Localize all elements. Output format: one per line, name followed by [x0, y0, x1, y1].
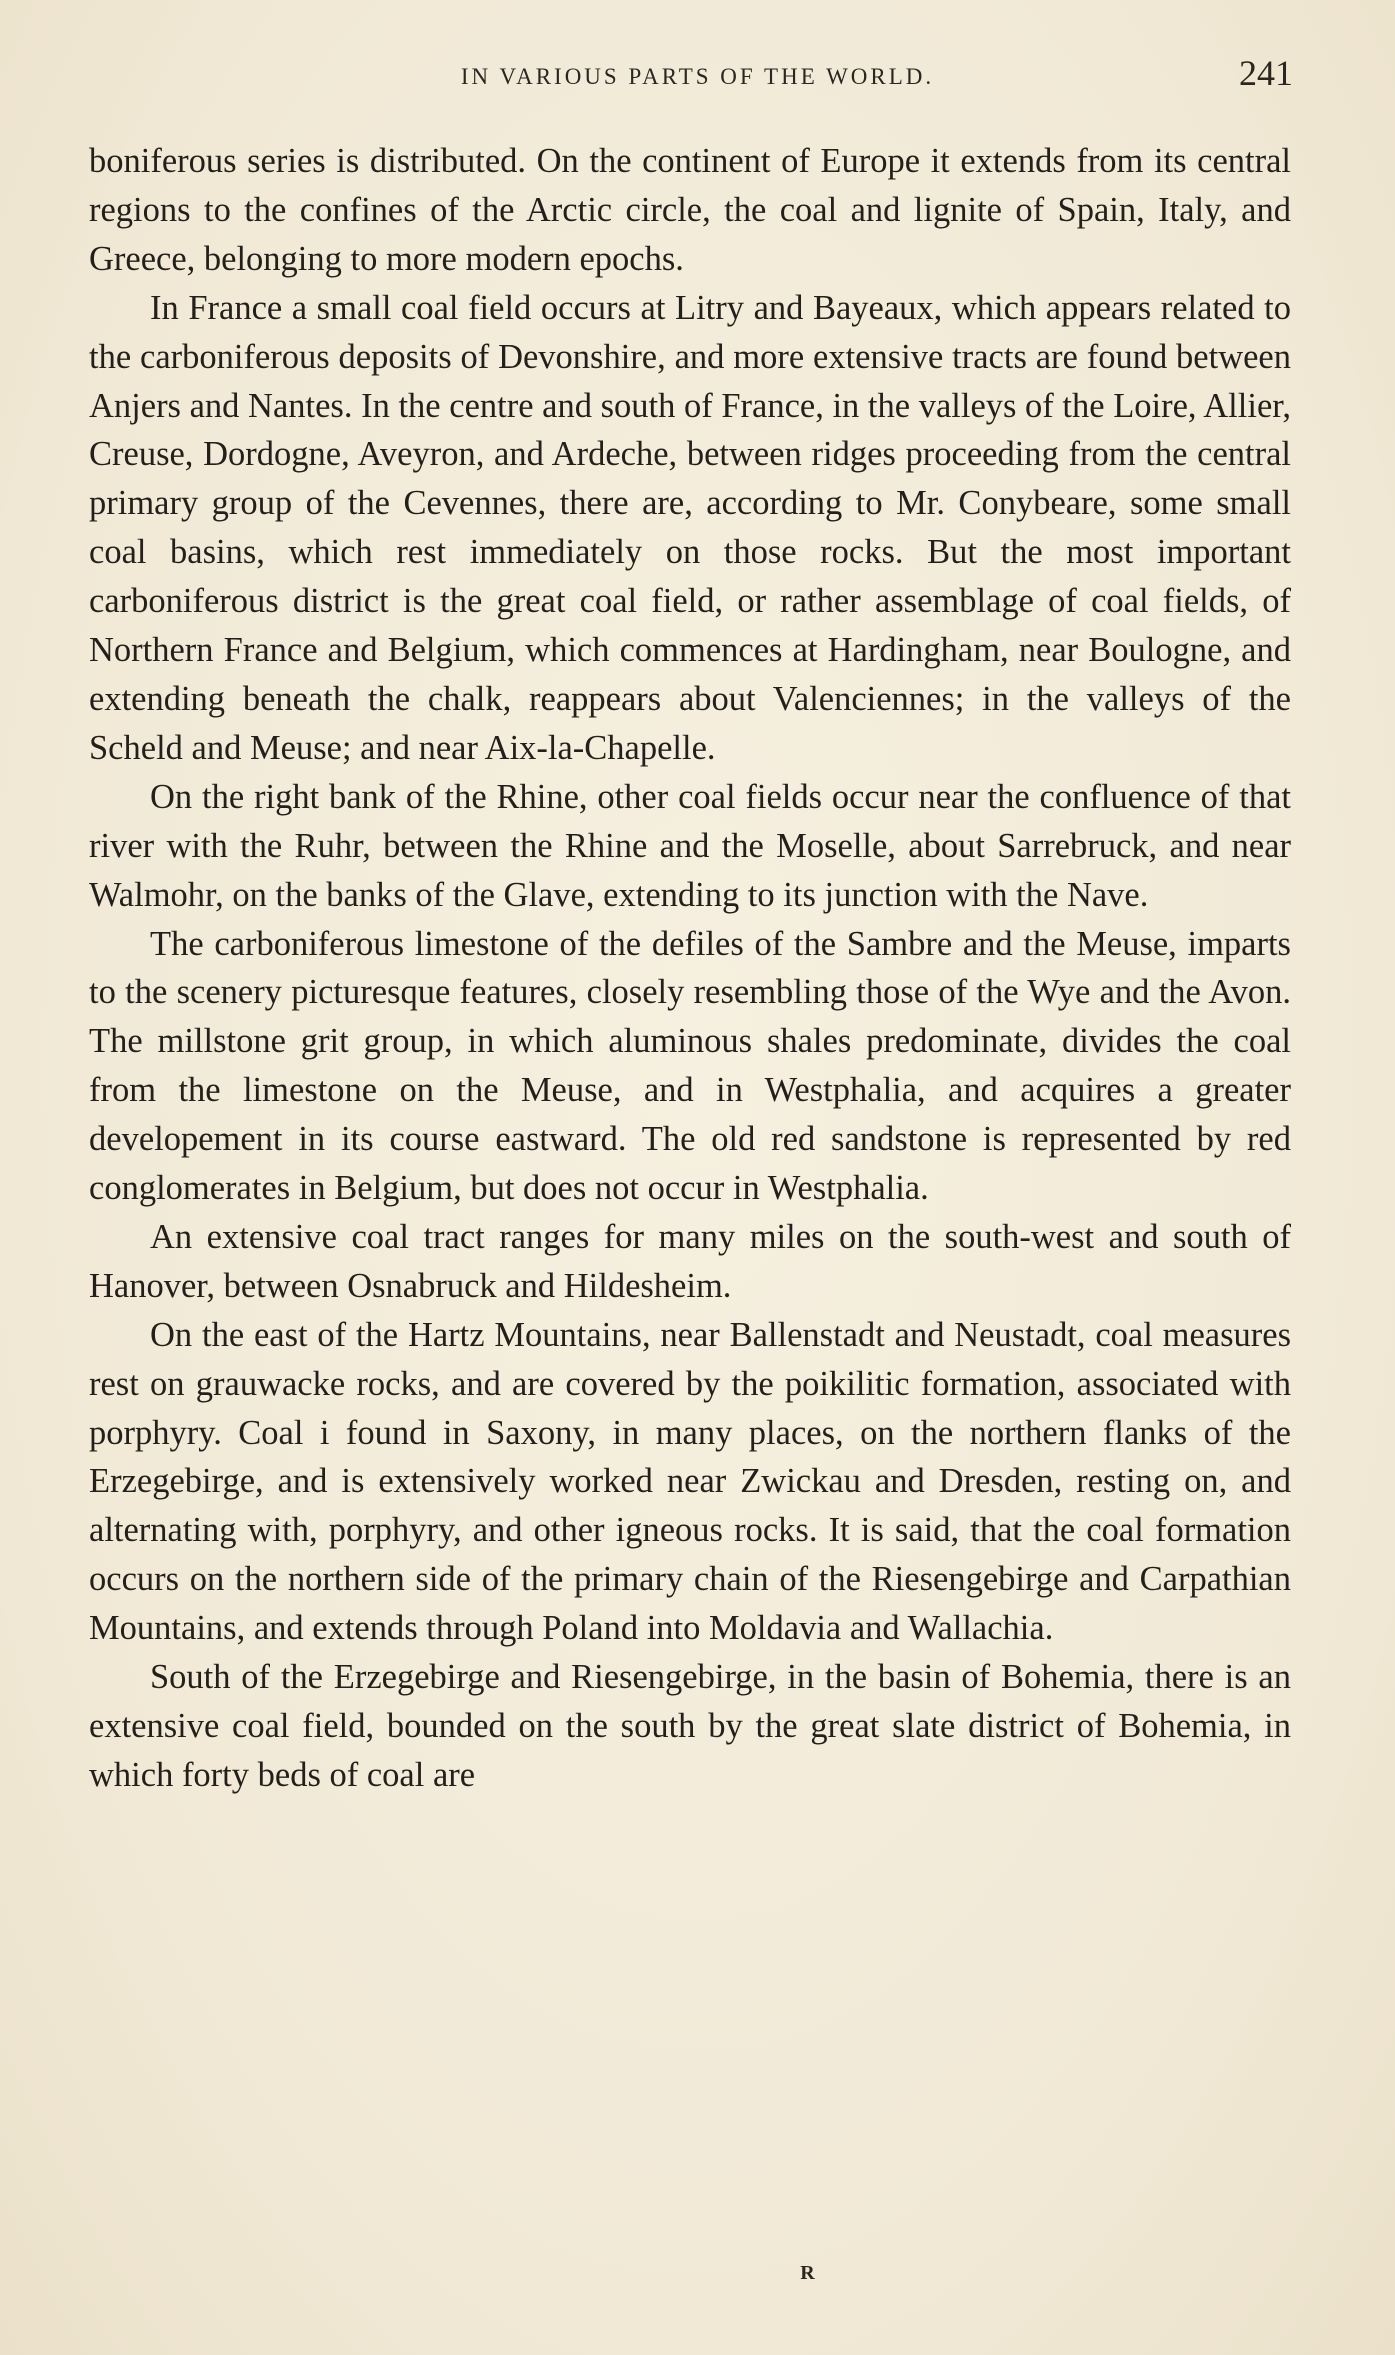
signature-mark: R: [800, 2262, 815, 2284]
running-header: [0, 52, 1395, 112]
paragraph: In France a small coal field occurs at Litry and Bayeaux, which appears related to the carboniferous deposits of Devonshire, and more extensive tracts are found between Anjers and Nantes. In the centre and south of France, in the valleys of the Loire, Allier, Creuse, Dordogne, Aveyron, and Ardeche, between ridges proceeding from the central primary group of the Cevennes, there are, according to Mr. Conybeare, some small coal basins, which rest immediately on those rocks. But the most important carboniferous district is the great coal field, or rather assemblage of coal fields, of Northern France and Belgium, which commences at Hardingham, near Boulogne, and extending beneath the chalk, reappears about Valenciennes; in the valleys of the Scheld and Meuse; and near Aix-la-Chapelle.: [89, 288, 1291, 767]
paragraph: An extensive coal tract ranges for many miles on the south-west and south of Hanover, between Osnabruck and Hildesheim.: [89, 1217, 1291, 1305]
paragraph: On the east of the Hartz Mountains, near Ballenstadt and Neustadt, coal measures rest on grauwacke rocks, and are covered by the poikilitic formation, associated with porphyry. Coal i found in Saxony, in many places, on the northern flanks of the Erzegebirge, and is extensively worked near Zwickau and Dresden, resting on, and alternating with, porphyry, and other igneous rocks. It is said, that the coal formation occurs on the northern side of the primary chain of the Riesengebirge and Carpathian Mountains, and extends through Poland into Moldavia and Wallachia.: [89, 1315, 1291, 1648]
body-text: [89, 137, 1291, 1800]
paragraph: South of the Erzegebirge and Riesengebirge, in the basin of Bohemia, there is an extensive coal field, bounded on the south by the great slate district of Bohemia, in which forty beds of coal are: [89, 1658, 1291, 1794]
page-number: 241: [1239, 53, 1293, 93]
running-title: IN VARIOUS PARTS OF THE WORLD.: [460, 64, 935, 89]
paragraph: The carboniferous limestone of the defiles of the Sambre and the Meuse, imparts to the scenery picturesque features, closely resembling those of the Wye and the Avon. The millstone grit group, in which aluminous shales predominate, divides the coal from the limestone on the Meuse, and in Westphalia, and acquires a greater developement in its course eastward. The old red sandstone is represented by red conglomerates in Belgium, but does not occur in Westphalia.: [89, 924, 1291, 1208]
paragraph: boniferous series is distributed. On the continent of Europe it extends from its central regions to the confines of the Arctic circle, the coal and lignite of Spain, Italy, and Greece, belonging to more modern epochs.: [89, 142, 1291, 278]
paragraph: On the right bank of the Rhine, other coal fields occur near the confluence of that river with the Ruhr, between the Rhine and the Moselle, about Sarrebruck, and near Walmohr, on the banks of the Glave, extending to its junction with the Nave.: [89, 777, 1291, 914]
